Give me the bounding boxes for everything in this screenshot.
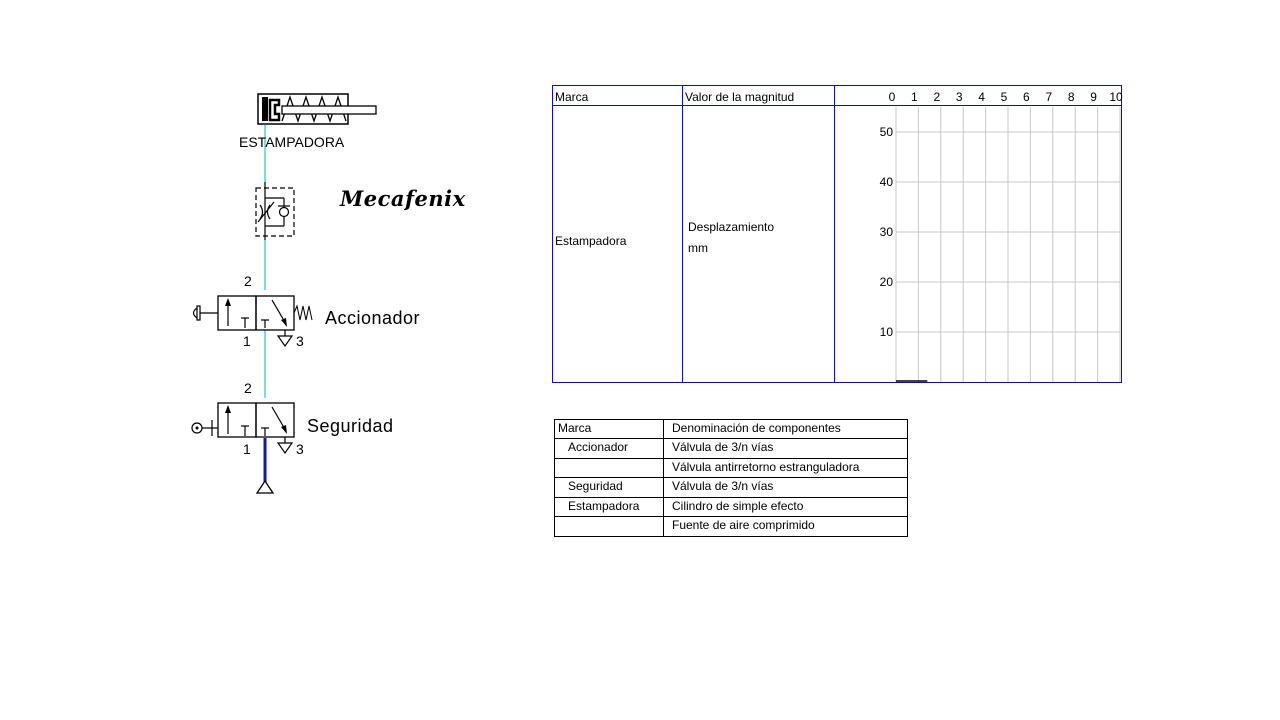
valve1-port-1: 1 (243, 333, 251, 349)
motion-row-mark: Estampadora (555, 234, 627, 248)
valve2-port-2: 2 (244, 380, 252, 396)
x-tick-label: 1 (911, 90, 918, 104)
valve1-port-2: 2 (244, 273, 252, 289)
x-tick-label: 6 (1023, 90, 1030, 104)
valve1-label: Accionador (325, 308, 421, 328)
components-header-name: Denominación de componentes (672, 421, 841, 435)
motion-row-quantity: Desplazamiento (688, 220, 775, 234)
table-row-divider (554, 458, 908, 459)
valve1-port-3: 3 (296, 333, 304, 349)
component-mark: Accionador (568, 440, 629, 455)
cylinder-label: ESTAMPADORA (239, 134, 345, 150)
component-mark: Seguridad (568, 479, 623, 494)
y-tick-label: 30 (879, 225, 893, 239)
component-mark: Estampadora (568, 498, 640, 513)
motion-header-value: Valor de la magnitud (685, 90, 795, 104)
y-tick-label: 50 (879, 125, 893, 139)
x-tick-label: 2 (933, 90, 941, 104)
y-tick-label: 40 (879, 175, 893, 189)
motion-row-unit: mm (688, 241, 708, 255)
x-tick-label: 4 (978, 90, 985, 104)
y-tick-label: 10 (879, 325, 893, 339)
components-header-mark: Marca (558, 421, 592, 435)
component-name: Válvula antirretorno estranguladora (672, 459, 860, 474)
x-tick-label: 8 (1067, 90, 1075, 104)
component-name: Cilindro de simple efecto (672, 498, 804, 513)
component-name: Fuente de aire comprimido (672, 518, 815, 532)
component-name: Válvula de 3/n vías (672, 440, 774, 455)
brand-logo: Mecafenix (340, 186, 466, 211)
table-row-divider (554, 497, 908, 498)
table-row-divider (554, 516, 908, 517)
motion-header-mark: Marca (555, 90, 589, 104)
x-tick-label: 3 (955, 90, 963, 104)
table-row-divider (554, 438, 908, 439)
table-row-divider (554, 477, 908, 478)
x-tick-label: 9 (1090, 90, 1097, 104)
x-tick-label: 5 (1000, 90, 1008, 104)
valve2-label: Seguridad (307, 416, 394, 436)
x-tick-label: 0 (888, 90, 896, 104)
x-tick-label: 7 (1045, 90, 1053, 104)
valve2-port-3: 3 (296, 441, 304, 457)
y-tick-label: 20 (879, 275, 893, 289)
x-tick-label: 10 (1109, 90, 1123, 104)
valve2-port-1: 1 (243, 441, 251, 457)
component-name: Válvula de 3/n vías (672, 479, 774, 494)
